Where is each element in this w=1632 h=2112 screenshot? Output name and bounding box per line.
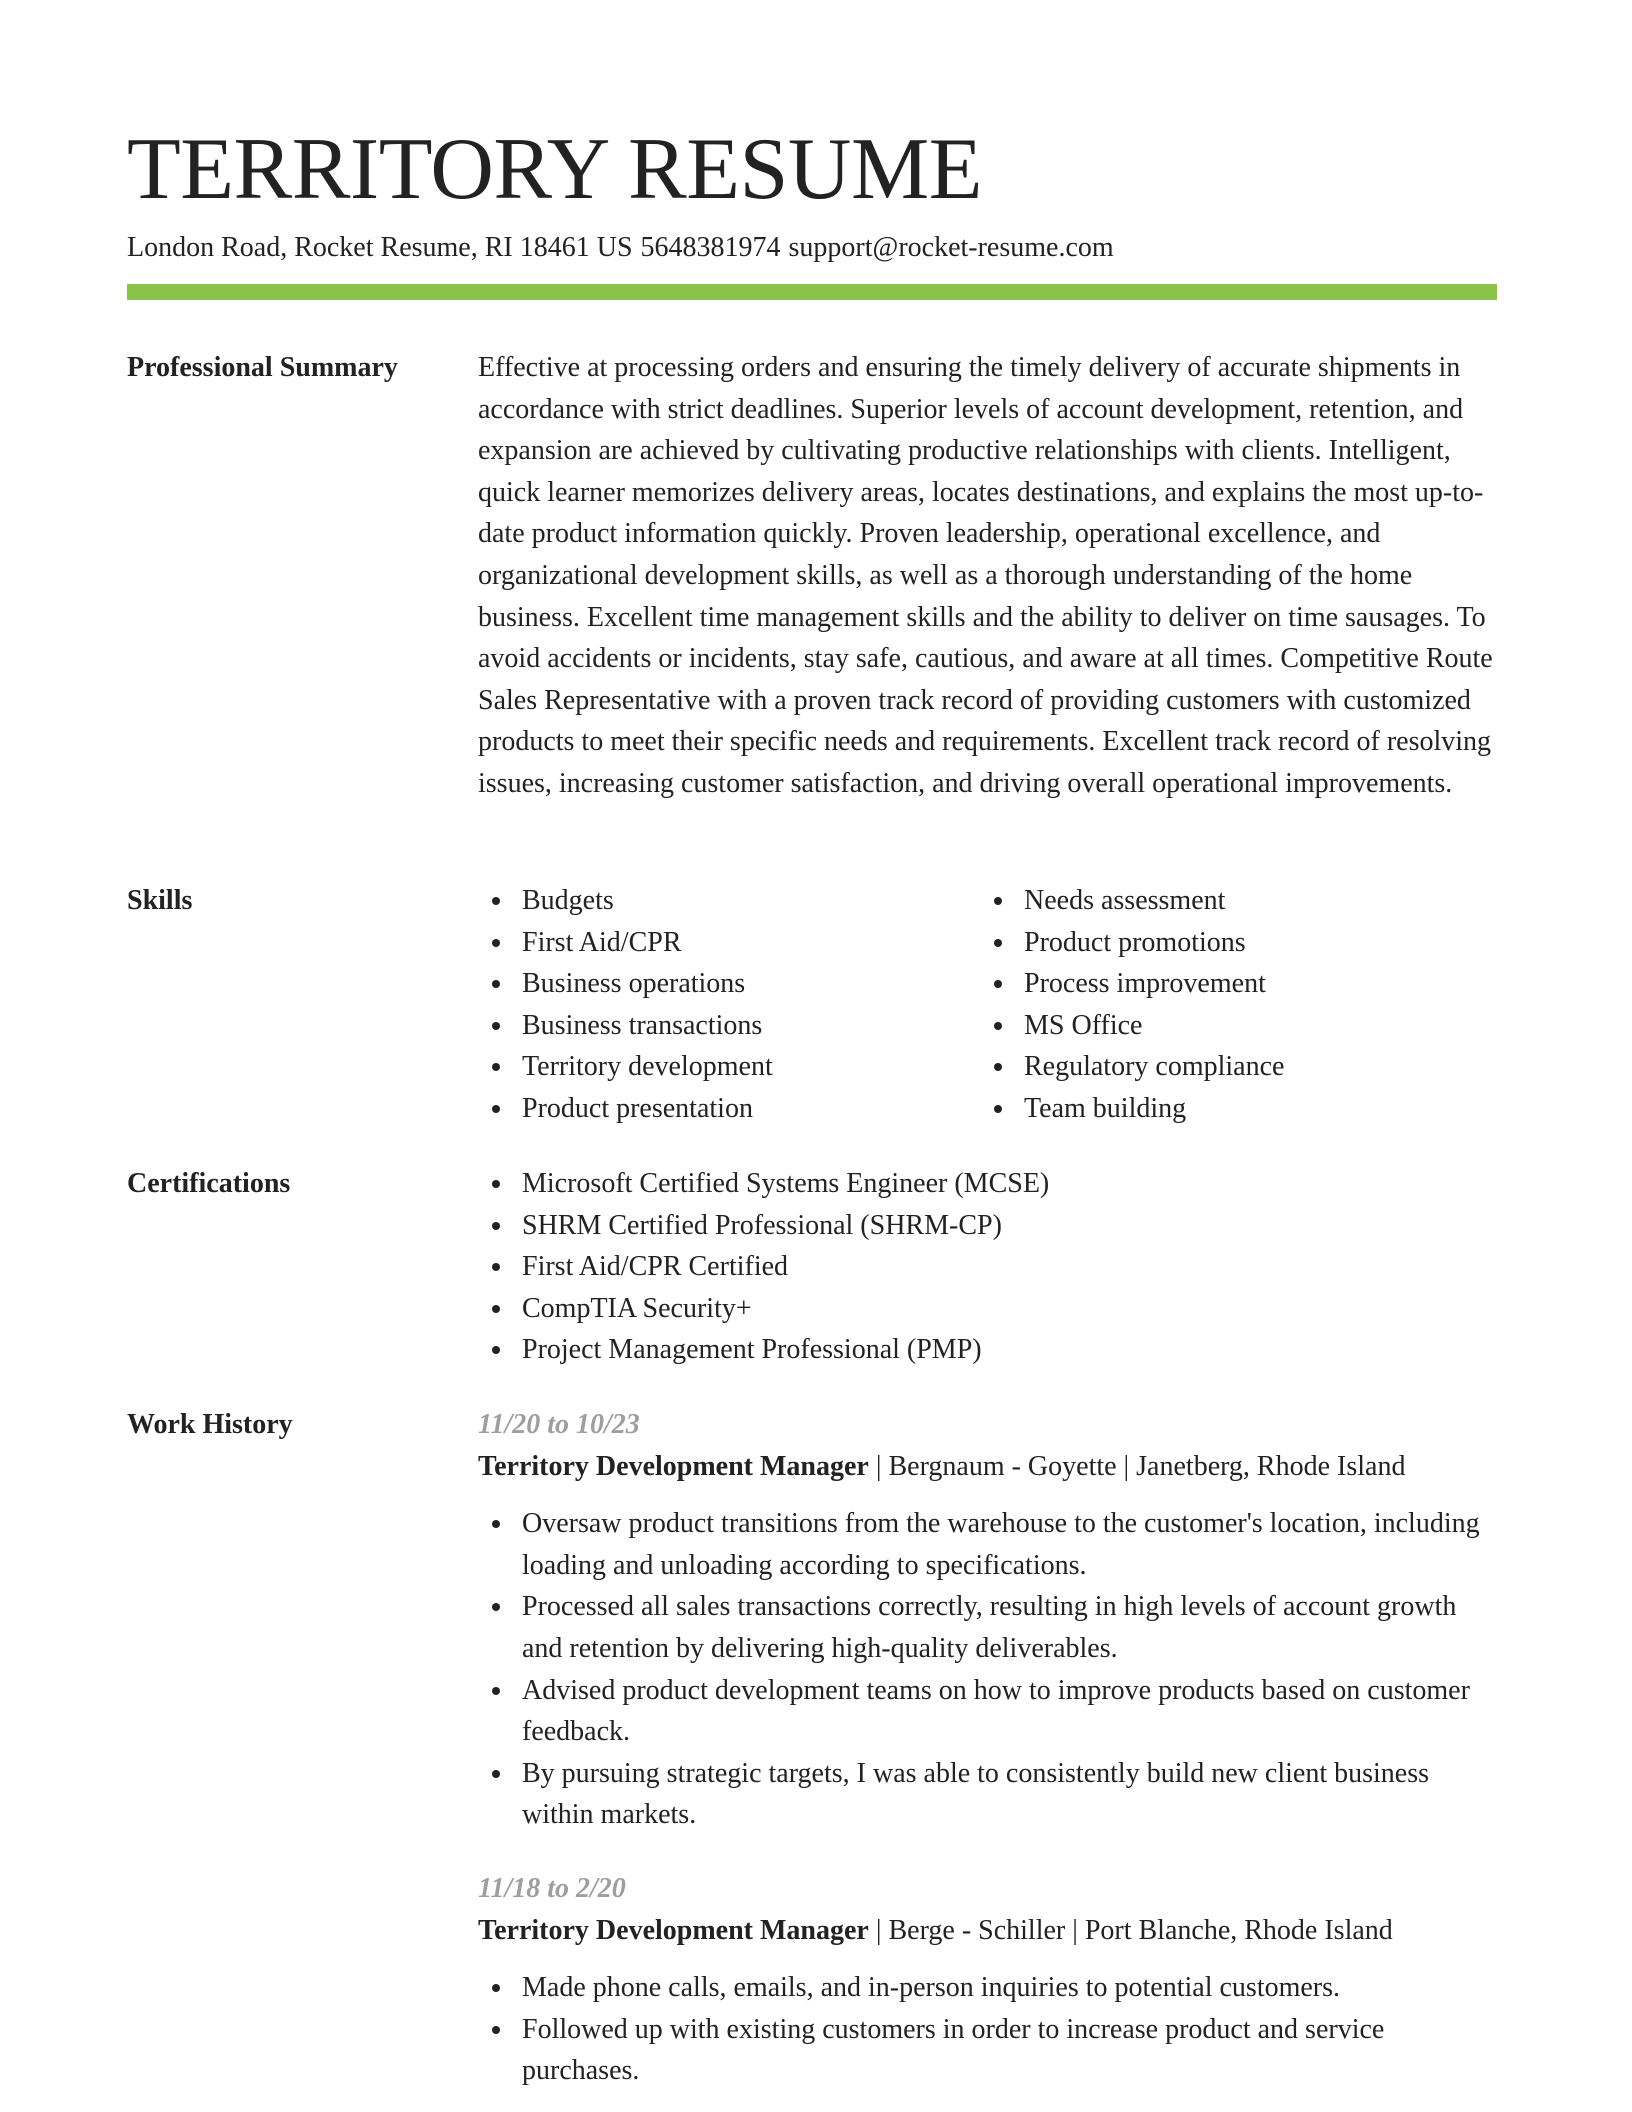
list-item: Business operations [478,963,980,1005]
section-heading-summary: Professional Summary [127,352,398,383]
list-item: First Aid/CPR [478,922,980,964]
accent-divider [127,284,1497,300]
job-title-line [478,1446,1497,1488]
list-item: Product promotions [980,922,1482,964]
job-dates: 11/18 to 2/20 [478,1872,626,1904]
section-heading-skills: Skills [127,885,193,916]
section-heading-certifications: Certifications [127,1168,291,1199]
skills-body [478,880,1497,1130]
list-item: Microsoft Certified Systems Engineer (MCSE) [478,1163,1497,1205]
skills-list-left [478,880,980,1130]
list-item: Project Management Professional (PMP) [478,1329,1497,1371]
list-item: SHRM Certified Professional (SHRM-CP) [478,1205,1497,1247]
resume-title: TERRITORY RESUME [127,121,982,218]
skills-columns [478,880,1497,1130]
skills-list-right [980,880,1482,1130]
job-details: | Bergnaum - Goyette | Janetberg, Rhode Island [868,1450,1406,1482]
list-item: Team building [980,1088,1482,1130]
list-item: Budgets [478,880,980,922]
list-item: CompTIA Security+ [478,1288,1497,1330]
job-bullets [478,1967,1497,2092]
job-entry [478,1404,1497,1836]
job-bullets [478,1503,1497,1836]
list-item: Product presentation [478,1088,980,1130]
certifications-body [478,1163,1497,1371]
job-entry [478,1868,1497,2092]
job-details: | Berge - Schiller | Port Blanche, Rhode Island [868,1914,1393,1946]
list-item: Process improvement [980,963,1482,1005]
list-item: Oversaw product transitions from the warehouse to the customer's location, including loading and unloading according to specifications. [478,1503,1497,1586]
summary-text: Effective at processing orders and ensuring the timely delivery of accurate shipments in accordance with strict deadlines. Superior levels of account development, retention, and expansion are achieved by cultivating productive relationships with clients. Intelligent, quick learner memorizes delivery areas, locates destinations, and explains the most up-to-date product information quickly. Proven leadership, operational excellence, and organizational development skills, as well as a thorough understanding of the home business. Excellent time management skills and the ability to deliver on time sausages. To avoid accidents or incidents, stay safe, cautious, and aware at all times. Competitive Route Sales Representative with a proven track record of providing customers with customized products to meet their specific needs and requirements. Excellent track record of resolving issues, increasing customer satisfaction, and driving overall operational improvements. [478,352,1493,799]
list-item: MS Office [980,1005,1482,1047]
contact-line [127,230,1114,266]
job-title: Territory Development Manager [478,1450,869,1482]
list-item: Advised product development teams on how to improve products based on customer feedback. [478,1670,1497,1753]
list-item: Business transactions [478,1005,980,1047]
list-item: Territory development [478,1046,980,1088]
job-dates: 11/20 to 10/23 [478,1409,640,1440]
work-history-body [478,1404,1497,2092]
job-title-line [478,1910,1497,1952]
certifications-list [478,1163,1497,1371]
section-heading-work-history: Work History [127,1409,293,1440]
list-item: Made phone calls, emails, and in-person inquiries to potential customers. [478,1967,1497,2009]
contact-email: support@rocket-resume.com [788,232,1114,263]
summary-body [478,347,1497,805]
contact-phone: 5648381974 [640,232,781,263]
list-item: First Aid/CPR Certified [478,1246,1497,1288]
job-title: Territory Development Manager [478,1914,869,1946]
list-item: Regulatory compliance [980,1046,1482,1088]
list-item: Followed up with existing customers in order to increase product and service purchases. [478,2009,1497,2092]
list-item: Processed all sales transactions correctly, resulting in high levels of account growth and retention by delivering high-quality deliverables. [478,1586,1497,1669]
list-item: By pursuing strategic targets, I was able to consistently build new client business within markets. [478,1753,1497,1836]
contact-address: London Road, Rocket Resume, RI 18461 US [127,232,633,263]
list-item: Needs assessment [980,880,1482,922]
